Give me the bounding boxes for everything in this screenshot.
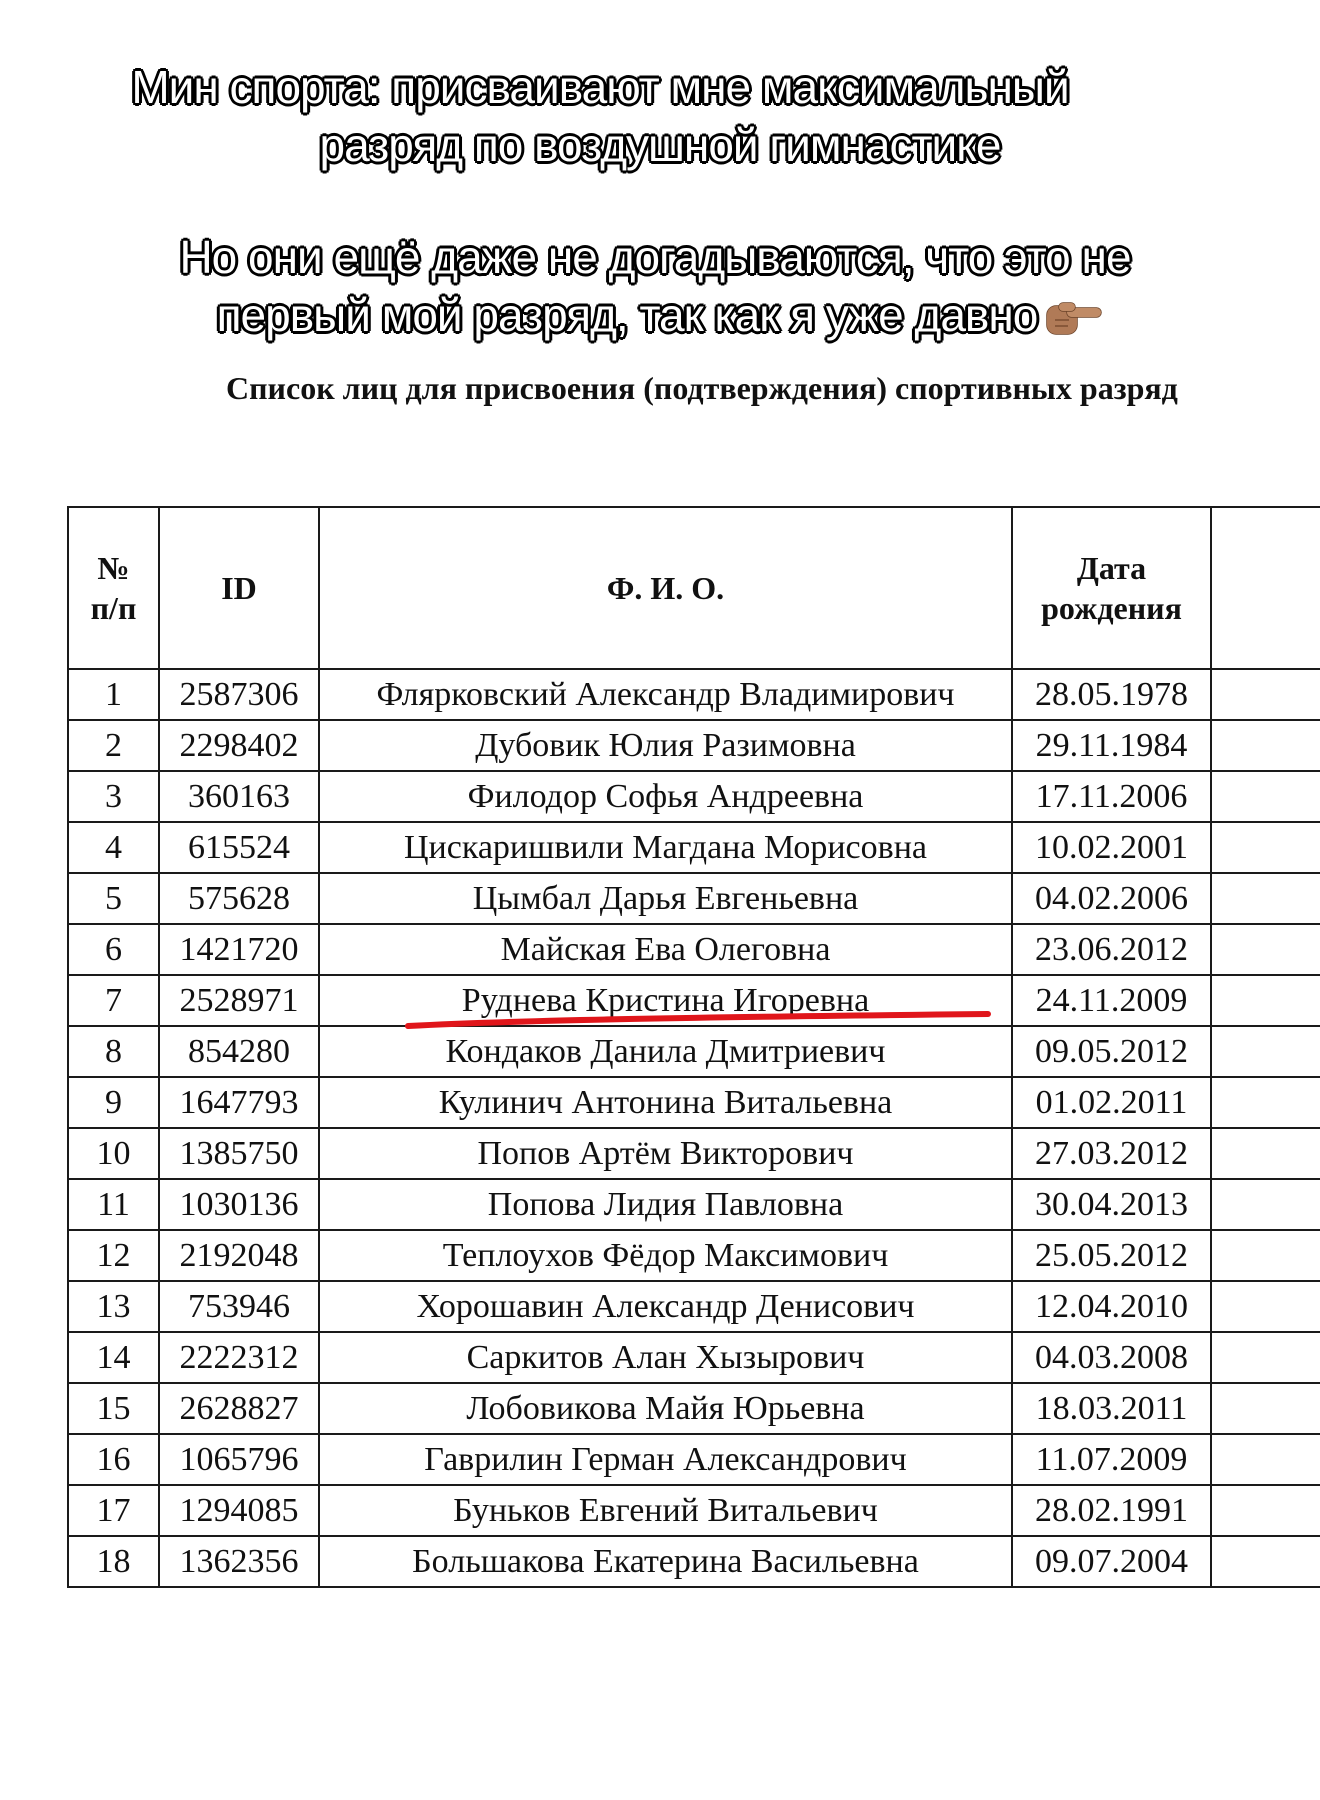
header-num: [68, 507, 159, 669]
cell-birth-date: 23.06.2012: [1012, 924, 1211, 975]
cell-birth-date: 28.05.1978: [1012, 669, 1211, 720]
cell-fio: Саркитов Алан Хызырович: [319, 1332, 1012, 1383]
cell-birth-date: 29.11.1984: [1012, 720, 1211, 771]
cell-num: 9: [68, 1077, 159, 1128]
cell-num: 3: [68, 771, 159, 822]
cell-num: 8: [68, 1026, 159, 1077]
cell-fio: Хорошавин Александр Денисович: [319, 1281, 1012, 1332]
cell-id: 2587306: [159, 669, 319, 720]
cell-fio: Гаврилин Герман Александрович: [319, 1434, 1012, 1485]
cell-num: 12: [68, 1230, 159, 1281]
cell-fio: Большакова Екатерина Васильевна: [319, 1536, 1012, 1587]
header-num-line-1: №: [97, 550, 130, 586]
cell-extra: [1211, 1128, 1320, 1179]
cell-fio: Попова Лидия Павловна: [319, 1179, 1012, 1230]
cell-id: 1030136: [159, 1179, 319, 1230]
cell-fio: Теплоухов Фёдор Максимович: [319, 1230, 1012, 1281]
cell-birth-date: 09.05.2012: [1012, 1026, 1211, 1077]
cell-num: 14: [68, 1332, 159, 1383]
caption-top: [0, 58, 1320, 174]
cell-id: 2192048: [159, 1230, 319, 1281]
cell-id: 1647793: [159, 1077, 319, 1128]
cell-id: 2298402: [159, 720, 319, 771]
caption-bottom-line-1: Но они ещё даже не догадываются, что это не: [179, 231, 1131, 283]
cell-id: 615524: [159, 822, 319, 873]
table-row: [68, 822, 1320, 873]
cell-birth-date: 12.04.2010: [1012, 1281, 1211, 1332]
cell-extra: [1211, 822, 1320, 873]
header-fio: Ф. И. О.: [319, 507, 1012, 669]
cell-id: 1385750: [159, 1128, 319, 1179]
cell-birth-date: 04.03.2008: [1012, 1332, 1211, 1383]
header-birth-date: [1012, 507, 1211, 669]
cell-num: 2: [68, 720, 159, 771]
cell-id: 2222312: [159, 1332, 319, 1383]
cell-fio: Цискаришвили Магдана Морисовна: [319, 822, 1012, 873]
cell-birth-date: 28.02.1991: [1012, 1485, 1211, 1536]
cell-extra: [1211, 975, 1320, 1026]
cell-extra: [1211, 1077, 1320, 1128]
cell-birth-date: 10.02.2001: [1012, 822, 1211, 873]
table-row: [68, 1230, 1320, 1281]
cell-extra: [1211, 1230, 1320, 1281]
cell-extra: [1211, 1179, 1320, 1230]
cell-birth-date: 24.11.2009: [1012, 975, 1211, 1026]
cell-extra: [1211, 1434, 1320, 1485]
cell-fio: Лобовикова Майя Юрьевна: [319, 1383, 1012, 1434]
cell-birth-date: 30.04.2013: [1012, 1179, 1211, 1230]
cell-extra: [1211, 1383, 1320, 1434]
cell-extra: [1211, 924, 1320, 975]
cell-extra: [1211, 1026, 1320, 1077]
cell-num: 7: [68, 975, 159, 1026]
cell-fio: Цымбал Дарья Евгеньевна: [319, 873, 1012, 924]
table-row: [68, 1281, 1320, 1332]
table-row: [68, 1128, 1320, 1179]
cell-extra: [1211, 1332, 1320, 1383]
caption-bottom: [0, 228, 1320, 344]
caption-bottom-line-2: первый мой разряд, так как я уже давно: [216, 289, 1038, 341]
cell-id: 854280: [159, 1026, 319, 1077]
cell-birth-date: 25.05.2012: [1012, 1230, 1211, 1281]
cell-extra: [1211, 1485, 1320, 1536]
cell-num: 4: [68, 822, 159, 873]
cell-num: 17: [68, 1485, 159, 1536]
cell-num: 16: [68, 1434, 159, 1485]
athletes-table: [67, 506, 1320, 1588]
cell-num: 6: [68, 924, 159, 975]
cell-fio: Дубовик Юлия Разимовна: [319, 720, 1012, 771]
caption-top-line-2: разряд по воздушной гимнастике: [319, 119, 1001, 171]
cell-num: 1: [68, 669, 159, 720]
header-id: ID: [159, 507, 319, 669]
cell-fio: Руднева Кристина Игоревна: [319, 975, 1012, 1026]
cell-id: 1421720: [159, 924, 319, 975]
cell-extra: [1211, 669, 1320, 720]
table-row: [68, 1485, 1320, 1536]
table-row: [68, 924, 1320, 975]
cell-num: 18: [68, 1536, 159, 1587]
table-row: [68, 1026, 1320, 1077]
table-row: [68, 669, 1320, 720]
cell-extra: [1211, 1536, 1320, 1587]
cell-fio: Буньков Евгений Витальевич: [319, 1485, 1012, 1536]
document-title: Список лиц для присвоения (подтверждения) спортивных разряд: [226, 370, 1178, 406]
cell-birth-date: 27.03.2012: [1012, 1128, 1211, 1179]
cell-fio: Филодор Софья Андреевна: [319, 771, 1012, 822]
cell-num: 11: [68, 1179, 159, 1230]
cell-birth-date: 04.02.2006: [1012, 873, 1211, 924]
cell-num: 5: [68, 873, 159, 924]
cell-id: 2528971: [159, 975, 319, 1026]
cell-id: 1065796: [159, 1434, 319, 1485]
table-row: [68, 975, 1320, 1026]
header-extra: [1211, 507, 1320, 669]
cell-extra: [1211, 720, 1320, 771]
table-row: [68, 1332, 1320, 1383]
cell-id: 2628827: [159, 1383, 319, 1434]
cell-birth-date: 17.11.2006: [1012, 771, 1211, 822]
cell-id: 1362356: [159, 1536, 319, 1587]
cell-id: 575628: [159, 873, 319, 924]
cell-extra: [1211, 873, 1320, 924]
cell-id: 753946: [159, 1281, 319, 1332]
cell-fio: Кулинич Антонина Витальевна: [319, 1077, 1012, 1128]
header-birth-line-2: рождения: [1041, 590, 1182, 626]
cell-num: 13: [68, 1281, 159, 1332]
cell-num: 10: [68, 1128, 159, 1179]
header-birth-line-1: Дата: [1076, 550, 1147, 586]
table-header-row: [68, 507, 1320, 669]
table-row: [68, 720, 1320, 771]
cell-num: 15: [68, 1383, 159, 1434]
cell-fio: Флярковский Александр Владимирович: [319, 669, 1012, 720]
table-row: [68, 1434, 1320, 1485]
cell-extra: [1211, 1281, 1320, 1332]
cell-id: 1294085: [159, 1485, 319, 1536]
cell-birth-date: 18.03.2011: [1012, 1383, 1211, 1434]
cell-fio: Попов Артём Викторович: [319, 1128, 1012, 1179]
cell-birth-date: 01.02.2011: [1012, 1077, 1211, 1128]
table-row: [68, 1536, 1320, 1587]
table-row: [68, 1383, 1320, 1434]
caption-bottom-line-2-wrap: [0, 286, 1320, 344]
table-row: [68, 873, 1320, 924]
header-num-line-2: п/п: [90, 590, 137, 626]
caption-top-line-1: Мин спорта: присваивают мне максимальный: [131, 61, 1069, 113]
table-row: [68, 771, 1320, 822]
table-row: [68, 1077, 1320, 1128]
cell-birth-date: 09.07.2004: [1012, 1536, 1211, 1587]
cell-fio: Майская Ева Олеговна: [319, 924, 1012, 975]
cell-fio: Кондаков Данила Дмитриевич: [319, 1026, 1012, 1077]
table-row: [68, 1179, 1320, 1230]
pointing-right-hand-icon: [1043, 300, 1103, 338]
cell-id: 360163: [159, 771, 319, 822]
cell-birth-date: 11.07.2009: [1012, 1434, 1211, 1485]
cell-extra: [1211, 771, 1320, 822]
